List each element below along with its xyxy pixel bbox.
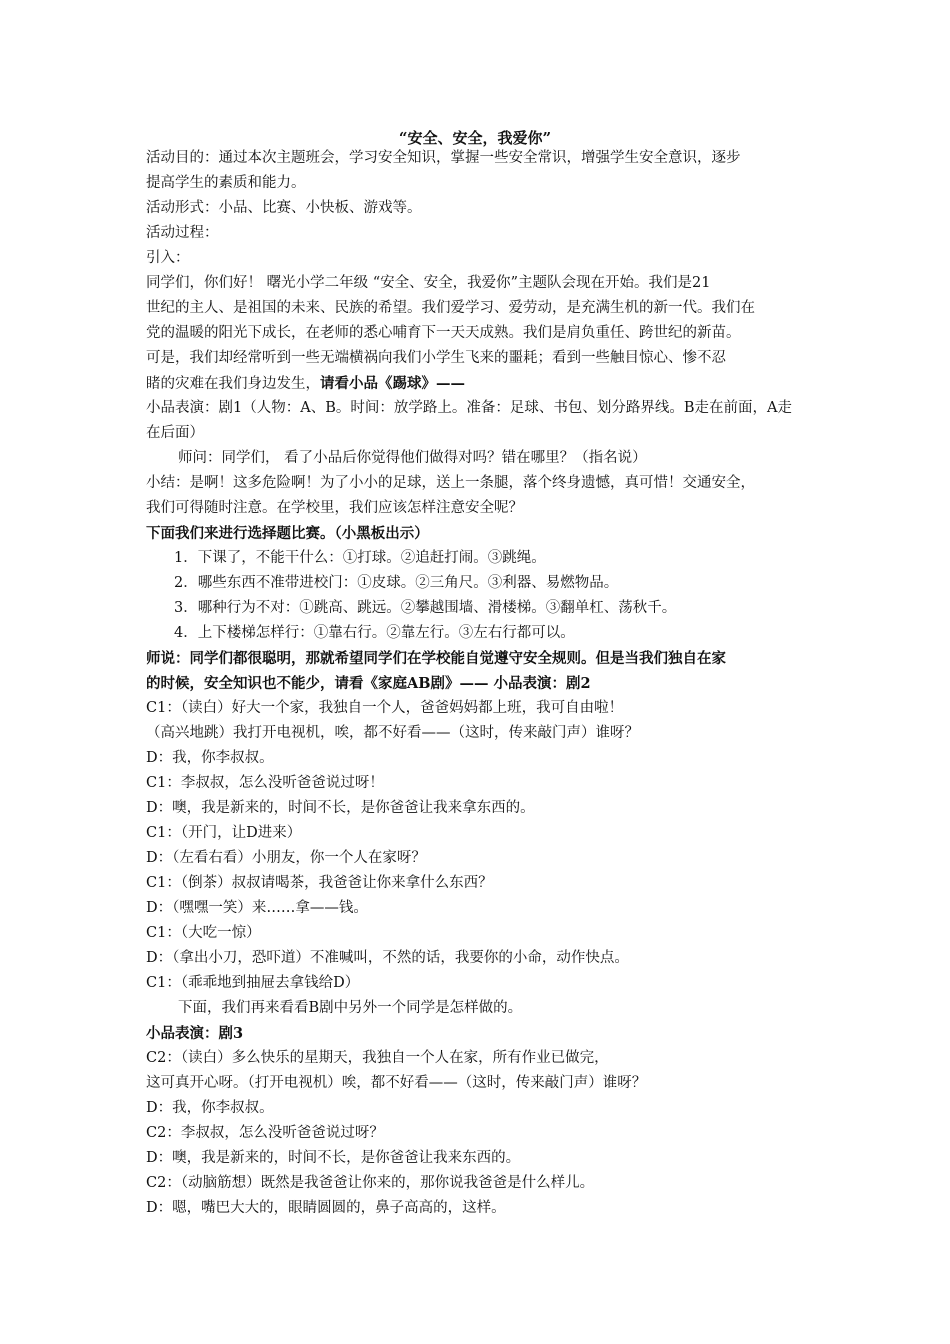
quiz-item: 4．上下楼梯怎样行：①靠右行。②靠左行。③左右行都可以。 xyxy=(174,625,575,641)
opening-line-3: 党的温暖的阳光下成长，在老师的悉心哺育下一天天成熟。我们是肩负重任、跨世纪的新苗。 xyxy=(146,325,741,341)
teacher-says-line-1: 师说：同学们都很聪明，那就希望同学们在学校能自觉遵守安全规则。但是当我们独自在家 xyxy=(146,650,726,667)
skit1-line-1: 小品表演：剧1（人物：A、B。时间：放学路上。准备：足球、书包、划分路界线。B走在前面，A走 xyxy=(146,400,792,416)
opening-line-4: 可是，我们却经常听到一些无端横祸向我们小学生飞来的噩耗；看到一些触目惊心、惨不忍 xyxy=(146,350,726,366)
dialogue-line: D：噢，我是新来的，时间不长，是你爸爸让我来拿东西的。 xyxy=(146,800,535,816)
dialogue-line: C1：（大吃一惊） xyxy=(146,925,261,941)
quiz-item: 2．哪些东西不准带进校门：①皮球。②三角尺。③利器、易燃物品。 xyxy=(174,575,619,591)
purpose-line-2: 提高学生的素质和能力。 xyxy=(146,175,306,191)
quiz-item: 3．哪种行为不对：①跳高、跳远。②攀越围墙、滑楼梯。③翻单杠、荡秋千。 xyxy=(174,600,677,616)
page-title: “安全、安全，我爱你” xyxy=(398,129,552,147)
summary-line-1: 小结：是啊！这多危险啊！为了小小的足球，送上一条腿，落个终身遗憾，真可惜！交通安全， xyxy=(146,475,755,491)
opening-line-1: 同学们，你们好！ 曙光小学二年级 “安全、安全，我爱你”主题队会现在开始。我们是21 xyxy=(146,275,711,291)
activity-form: 活动形式：小品、比赛、小快板、游戏等。 xyxy=(146,200,422,216)
dialogue-line: D：嗯，嘴巴大大的，眼睛圆圆的，鼻子高高的，这样。 xyxy=(146,1200,506,1216)
intro-section xyxy=(146,146,826,521)
dialogue-line: C1：（乖乖地到抽屉去拿钱给D） xyxy=(146,975,360,991)
dialogue-line: C1：（倒茶）叔叔请喝茶，我爸爸让你来拿什么东西？ xyxy=(146,875,493,891)
summary-line-2: 我们可得随时注意。在学校里，我们应该怎样注意安全呢？ xyxy=(146,500,523,516)
dialogue-line: C1：（开门，让D进来） xyxy=(146,825,302,841)
dialogue-line: C2：李叔叔，怎么没听爸爸说过呀？ xyxy=(146,1125,384,1141)
skit2-section xyxy=(146,696,826,1046)
teacher-question: 师问：同学们， 看了小品后你觉得他们做得对吗？错在哪里？（指名说） xyxy=(178,450,647,466)
dialogue-line: （高兴地跳）我打开电视机，唉，都不好看——（这时，传来敲门声）谁呀？ xyxy=(146,725,639,741)
teacher-says-line-2: 的时候，安全知识也不能少，请看《家庭AB剧》—— 小品表演：剧2 xyxy=(146,675,591,692)
dialogue-line: C2：（读白）多么快乐的星期天，我独自一个人在家，所有作业已做完， xyxy=(146,1050,609,1066)
skit1-invite: 请看小品《踢球》—— xyxy=(320,375,465,392)
activity-process: 活动过程： xyxy=(146,225,219,241)
transition-line: 下面，我们再来看看B剧中另外一个同学是怎样做的。 xyxy=(178,1000,523,1016)
dialogue-line: D：噢，我是新来的，时间不长，是你爸爸让我来东西的。 xyxy=(146,1150,521,1166)
purpose-line-1: 活动目的：通过本次主题班会，学习安全知识，掌握一些安全常识，增强学生安全意识，逐步 xyxy=(146,150,741,166)
skit1-line-2: 在后面） xyxy=(146,425,204,441)
dialogue-line: D：（左看右看）小朋友，你一个人在家呀？ xyxy=(146,850,426,866)
dialogue-line: C1：李叔叔，怎么没听爸爸说过呀！ xyxy=(146,775,384,791)
quiz-heading: 下面我们来进行选择题比赛。（小黑板出示） xyxy=(146,525,429,542)
quiz-section xyxy=(146,521,826,696)
opening-line-2: 世纪的主人、是祖国的未来、民族的希望。我们爱学习、爱劳动，是充满生机的新一代。我们在 xyxy=(146,300,755,316)
dialogue-line: D：我，你李叔叔。 xyxy=(146,750,274,766)
skit3-section xyxy=(146,1046,826,1221)
dialogue-line: 这可真开心呀。（打开电视机）唉，都不好看——（这时，传来敲门声）谁呀？ xyxy=(146,1075,647,1091)
lead-in-label: 引入： xyxy=(146,250,190,266)
dialogue-line: D：（拿出小刀，恐吓道）不准喊叫，不然的话，我要你的小命，动作快点。 xyxy=(146,950,629,966)
dialogue-line: D：（嘿嘿一笑）来……拿——钱。 xyxy=(146,900,368,916)
dialogue-line: C1：（读白）好大一个家，我独自一个人，爸爸妈妈都上班，我可自由啦！ xyxy=(146,700,624,716)
quiz-item: 1．下课了，不能干什么：①打球。②追赶打闹。③跳绳。 xyxy=(174,550,546,566)
opening-line-5 xyxy=(146,371,826,396)
opening-line-5-text: 睹的灾难在我们身边发生， xyxy=(146,376,320,392)
dialogue-line: D：我，你李叔叔。 xyxy=(146,1100,274,1116)
dialogue-line: C2：（动脑筋想）既然是我爸爸让你来的，那你说我爸爸是什么样儿。 xyxy=(146,1175,595,1191)
skit3-heading: 小品表演：剧3 xyxy=(146,1025,244,1042)
